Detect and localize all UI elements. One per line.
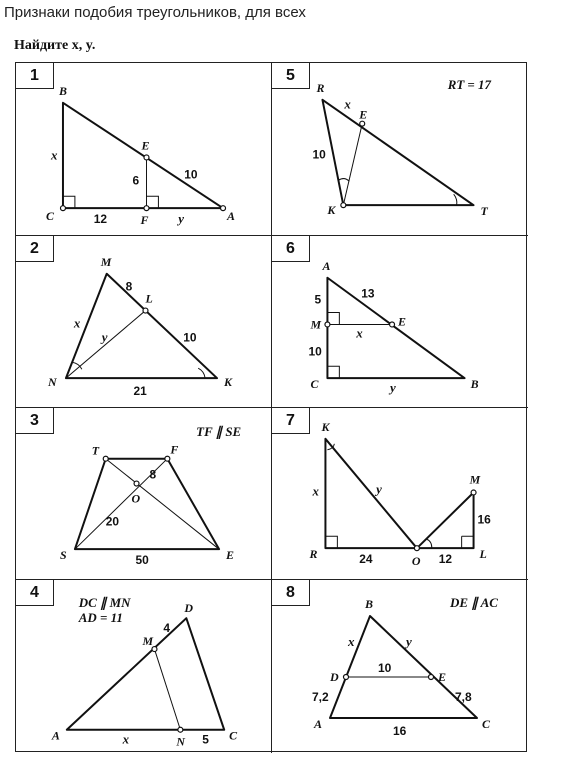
point-e-dot — [390, 322, 395, 327]
point-d-dot — [344, 675, 349, 680]
value-y: y — [178, 211, 185, 227]
triangle-shape — [63, 103, 223, 208]
problem-1 — [16, 63, 272, 236]
problem-5 — [272, 63, 528, 236]
point-f-dot — [165, 456, 170, 461]
value-8: 8 — [125, 279, 133, 294]
label-a: A — [51, 728, 60, 743]
condition: RT = 17 — [447, 76, 491, 92]
label-c: C — [482, 717, 491, 731]
point-l-dot — [143, 308, 148, 313]
point-m-dot — [471, 490, 476, 495]
label-l: L — [145, 291, 153, 306]
triangle-shape — [322, 100, 473, 205]
triangle-shape — [327, 278, 464, 378]
label-m: M — [100, 254, 112, 269]
problem-number: 6 — [272, 236, 310, 262]
label-c: C — [46, 209, 55, 224]
triangle-diagram — [16, 236, 271, 407]
label-b: B — [365, 597, 374, 611]
triangle-diagram — [272, 63, 528, 235]
condition: DE ∥ AC — [450, 595, 498, 610]
value-10: 10 — [378, 661, 392, 675]
value-50: 50 — [135, 553, 149, 568]
triangles-diagram — [272, 408, 528, 579]
triangle-diagram — [272, 580, 528, 753]
angle-mark-t — [454, 194, 457, 205]
problem-number: 4 — [16, 580, 54, 606]
problem-6 — [272, 236, 528, 408]
label-f: F — [170, 442, 179, 457]
value-5: 5 — [202, 732, 209, 747]
label-m: M — [310, 317, 322, 332]
label-t: T — [91, 443, 100, 458]
condition: TF ∥ SE — [196, 423, 242, 439]
label-d: D — [330, 670, 339, 684]
condition-parallel: DC ∥ MN — [78, 595, 131, 611]
page-title: Признаки подобия треугольников, для всех — [4, 4, 306, 21]
value-4: 4 — [163, 621, 171, 636]
problem-8 — [272, 580, 528, 753]
angle-mark-k — [198, 368, 205, 378]
point-m-dot — [325, 322, 330, 327]
label-r: R — [309, 547, 318, 562]
label-s: S — [59, 548, 67, 563]
point-a-dot — [221, 206, 226, 211]
value-12: 12 — [93, 212, 108, 227]
label-t: T — [480, 204, 488, 219]
value-7-2: 7,2 — [312, 690, 329, 704]
problem-number: 2 — [16, 236, 54, 262]
label-k: K — [327, 203, 336, 218]
problem-number: 8 — [272, 580, 310, 606]
label-e: E — [226, 548, 234, 563]
right-angle-r — [325, 536, 337, 548]
point-e-dot — [360, 121, 365, 126]
point-e-dot — [144, 155, 149, 160]
label-d: D — [184, 601, 193, 616]
point-f-dot — [144, 206, 149, 211]
value-x: x — [73, 315, 81, 331]
point-k-dot — [341, 203, 346, 208]
task-instruction: Найдите x, y. — [14, 38, 96, 53]
label-k: K — [321, 419, 330, 434]
trapezoid-diagram — [16, 408, 271, 579]
point-c-dot — [60, 206, 65, 211]
value-16: 16 — [393, 724, 407, 738]
problem-7 — [272, 408, 528, 580]
label-e: E — [438, 670, 447, 684]
label-c: C — [310, 377, 319, 392]
point-t-dot — [103, 456, 108, 461]
triangle-kro — [325, 439, 416, 548]
label-e: E — [141, 138, 150, 153]
value-x: x — [356, 325, 363, 341]
label-o: O — [131, 491, 141, 506]
value-x: x — [312, 483, 319, 499]
diagonal-te — [106, 459, 219, 549]
triangle-diagram — [16, 63, 271, 235]
point-o-dot — [414, 546, 419, 551]
problem-number: 5 — [272, 63, 310, 89]
angle-mark-o — [427, 539, 432, 548]
value-10: 10 — [312, 147, 326, 162]
label-a: A — [322, 258, 331, 273]
label-a: A — [227, 209, 235, 224]
value-10: 10 — [308, 344, 322, 359]
label-n: N — [176, 734, 185, 749]
label-e: E — [359, 107, 368, 122]
problem-number: 3 — [16, 408, 54, 434]
value-13: 13 — [361, 286, 375, 301]
problem-2 — [16, 236, 272, 408]
value-24: 24 — [359, 552, 373, 567]
value-x: x — [51, 147, 58, 163]
label-b: B — [58, 83, 67, 98]
value-12: 12 — [438, 552, 453, 567]
angle-mark-k — [338, 179, 349, 182]
value-16: 16 — [477, 512, 491, 527]
value-x: x — [344, 96, 351, 112]
value-7-8: 7,8 — [455, 690, 472, 704]
point-n-dot — [178, 727, 183, 732]
label-o: O — [411, 554, 421, 569]
label-e: E — [398, 314, 406, 329]
problem-number: 7 — [272, 408, 310, 434]
value-y: y — [101, 329, 108, 345]
triangle-diagram — [16, 580, 271, 753]
problem-4 — [16, 580, 272, 753]
problems-grid — [15, 62, 527, 752]
label-b: B — [470, 377, 479, 392]
value-y: y — [376, 481, 382, 497]
value-6: 6 — [132, 173, 140, 188]
trapezoid-shape — [75, 459, 219, 549]
value-y: y — [390, 380, 396, 396]
condition-length: AD = 11 — [78, 610, 123, 626]
value-8: 8 — [149, 467, 157, 482]
point-o-dot — [134, 481, 139, 486]
label-f: F — [140, 213, 149, 228]
value-x: x — [348, 634, 355, 649]
problem-number: 1 — [16, 63, 54, 89]
value-10: 10 — [183, 330, 197, 345]
label-c: C — [229, 728, 238, 743]
point-e-dot — [429, 675, 434, 680]
right-angle-c — [327, 366, 339, 378]
segment-ke — [343, 124, 362, 206]
label-m: M — [469, 472, 481, 487]
label-k: K — [224, 375, 232, 390]
label-a: A — [314, 717, 323, 731]
segment-mn — [154, 649, 180, 730]
label-n: N — [48, 375, 57, 390]
value-y: y — [406, 634, 412, 649]
label-r: R — [316, 80, 325, 95]
triangle-olm — [417, 493, 474, 549]
value-x: x — [122, 731, 130, 747]
value-10: 10 — [184, 167, 198, 182]
triangle-diagram — [272, 236, 528, 407]
triangle-shape — [66, 274, 217, 378]
value-20: 20 — [105, 514, 119, 529]
value-21: 21 — [133, 384, 147, 399]
value-5: 5 — [314, 292, 322, 307]
label-m: M — [142, 634, 154, 649]
label-l: L — [479, 547, 487, 562]
problem-3 — [16, 408, 272, 580]
